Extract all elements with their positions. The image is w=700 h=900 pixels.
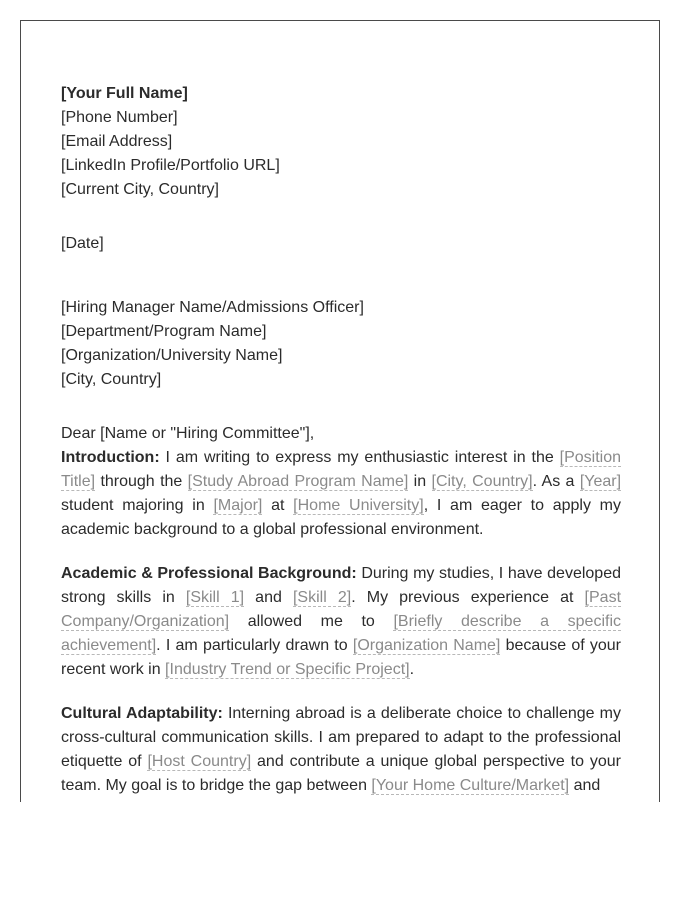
placeholder-city-country: [City, Country] bbox=[431, 473, 533, 490]
placeholder-home-culture: [Your Home Culture/Market] bbox=[371, 777, 570, 794]
placeholder-past-company: [Past Company/Organization] bbox=[61, 589, 622, 630]
recipient-block bbox=[61, 296, 621, 392]
letter-body bbox=[61, 82, 621, 798]
sender-location: [Current City, Country] bbox=[61, 181, 219, 198]
sender-block bbox=[61, 82, 621, 202]
document-page bbox=[20, 20, 660, 802]
background-label: Academic & Professional Background: bbox=[61, 565, 357, 582]
intro-text: , I am eager to apply my academic background to a global professional environment. bbox=[61, 497, 621, 538]
intro-text: student majoring in bbox=[61, 497, 214, 514]
placeholder-home-university: [Home University] bbox=[293, 497, 424, 514]
placeholder-year: [Year] bbox=[579, 473, 622, 490]
sender-phone: [Phone Number] bbox=[61, 109, 178, 126]
letter-date: [Date] bbox=[61, 235, 104, 252]
recipient-organization: [Organization/University Name] bbox=[61, 347, 283, 364]
cultural-paragraph bbox=[61, 702, 621, 798]
recipient-location: [City, Country] bbox=[61, 371, 162, 388]
cultural-label: Cultural Adaptability: bbox=[61, 705, 223, 722]
cultural-text: and contribute a unique global perspective to your team. My goal is to bridge the gap between bbox=[61, 753, 621, 794]
placeholder-major: [Major] bbox=[213, 497, 263, 514]
date-block bbox=[61, 232, 621, 256]
cultural-text: and bbox=[569, 777, 601, 794]
intro-text: I am writing to express my enthusiastic interest in the bbox=[159, 449, 560, 466]
background-text: because of your recent work in bbox=[61, 637, 622, 678]
placeholder-host-country: [Host Country] bbox=[147, 753, 252, 770]
placeholder-achievement: [Briefly describe a specific achievement] bbox=[61, 613, 621, 654]
background-text: and bbox=[244, 589, 293, 606]
sender-name: [Your Full Name] bbox=[61, 85, 188, 102]
recipient-department: [Department/Program Name] bbox=[61, 323, 267, 340]
background-text: . bbox=[409, 661, 415, 678]
background-text: . I am particularly drawn to bbox=[156, 637, 353, 654]
background-text: . My previous experience at bbox=[351, 589, 585, 606]
background-text: During my studies, I have developed strong skills in bbox=[61, 565, 621, 606]
recipient-name: [Hiring Manager Name/Admissions Officer] bbox=[61, 299, 364, 316]
placeholder-organization-name: [Organization Name] bbox=[352, 637, 501, 654]
background-text: allowed me to bbox=[229, 613, 394, 630]
intro-text: at bbox=[262, 497, 294, 514]
intro-paragraph bbox=[61, 446, 621, 542]
placeholder-industry-trend: [Industry Trend or Specific Project] bbox=[165, 661, 410, 678]
sender-linkedin: [LinkedIn Profile/Portfolio URL] bbox=[61, 157, 280, 174]
letter-paragraphs bbox=[61, 422, 621, 798]
background-paragraph bbox=[61, 562, 621, 682]
placeholder-position-title: [Position Title] bbox=[61, 449, 621, 490]
placeholder-program-name: [Study Abroad Program Name] bbox=[187, 473, 409, 490]
placeholder-skill-1: [Skill 1] bbox=[185, 589, 245, 606]
intro-text: through the bbox=[95, 473, 188, 490]
sender-email: [Email Address] bbox=[61, 133, 173, 150]
intro-text: in bbox=[408, 473, 432, 490]
cultural-text: Interning abroad is a deliberate choice to challenge my cross-cultural communication skills. I am prepared to adapt to the professional etiquette of bbox=[61, 705, 621, 770]
intro-label: Introduction: bbox=[61, 449, 160, 466]
intro-text: . As a bbox=[532, 473, 580, 490]
salutation: Dear [Name or "Hiring Committee"], bbox=[61, 425, 315, 442]
placeholder-skill-2: [Skill 2] bbox=[292, 589, 352, 606]
